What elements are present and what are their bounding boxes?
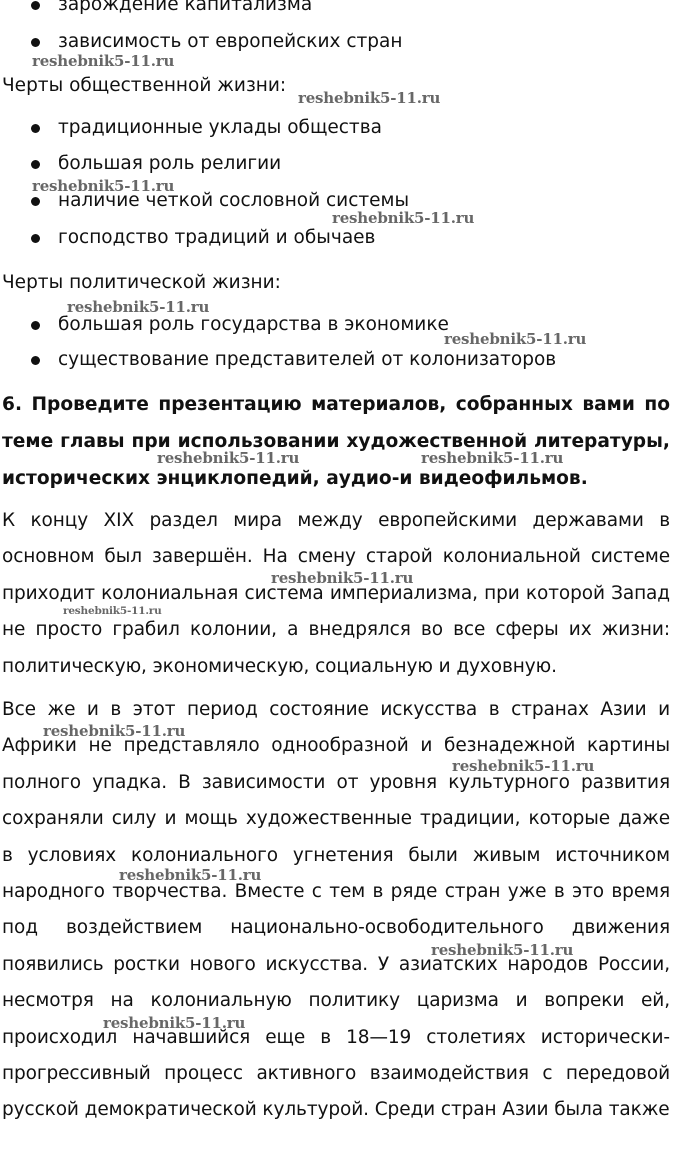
watermark: reshebnik5-11.ru	[421, 449, 564, 467]
list-item: существование представителей от колонизаторов	[0, 349, 556, 371]
watermark: reshebnik5-11.ru	[431, 941, 574, 959]
watermark: reshebnik5-11.ru	[103, 1014, 246, 1032]
political-title: Черты политической жизни:	[2, 272, 281, 293]
list-item: зависимость от европейских стран	[0, 31, 402, 53]
list-item: большая роль религии	[0, 153, 281, 175]
watermark: reshebnik5-11.ru	[32, 177, 175, 195]
watermark: reshebnik5-11.ru	[444, 330, 587, 348]
list-item: зарождение капитализма	[0, 0, 312, 16]
bullet-icon	[31, 160, 40, 169]
task-heading	[2, 386, 670, 497]
watermark: reshebnik5-11.ru	[119, 866, 262, 884]
social-list	[0, 227, 375, 249]
social-title: Черты общественной жизни:	[2, 75, 287, 96]
watermark: reshebnik5-11.ru	[271, 569, 414, 587]
watermark: reshebnik5-11.ru	[452, 757, 595, 775]
watermark: reshebnik5-11.ru	[32, 52, 175, 70]
bullet-icon	[31, 124, 40, 133]
political-list	[0, 314, 449, 336]
paragraph: Все же и в этот период состояние искусства в странах Азии и Африки не представляло однообразной и безнадежной картины полного упадка. В зависимости от уровня культурного развития сохраняли силу и мощь художественные традиции, которые даже в условиях колониального угнетения были живым источником народного творчества. Вместе с тем в ряде стран уже в это время под воздействием национально-освободительного движения появились ростки нового искусства. У азиатских народов России, несмотря на колониальную политику царизма и вопреки ей, происходил начавшийся еще в 18—19 столетиях исторически-прогрессивный процесс активного взаимодействия с передовой русской демократической культурой. Среди стран Азии была также	[2, 699, 670, 1121]
political-list	[0, 349, 556, 371]
watermark: reshebnik5-11.ru	[67, 298, 210, 316]
bullet-icon	[31, 197, 40, 206]
social-list	[0, 153, 281, 175]
list-item: наличие четкой сословной системы	[0, 190, 409, 212]
task-heading-line: 6. Проведите презентацию материалов, собранных вами по	[2, 394, 670, 415]
list-item: большая роль государства в экономике	[0, 314, 449, 336]
bullet-icon	[31, 234, 40, 243]
watermark: reshebnik5-11.ru	[298, 89, 441, 107]
task-heading-line: теме главы при использовании художественной литературы,	[2, 431, 670, 452]
bullet-icon	[31, 356, 40, 365]
watermark: reshebnik5-11.ru	[63, 605, 162, 617]
bullet-icon	[31, 38, 40, 47]
paragraph: К концу XIX раздел мира между европейскими державами в основном был завершён. На смену старой колониальной системе приходит колониальная система империализма, при которой Запад не просто грабил колонии, а внедрялся во все сферы их жизни: политическую, экономическую, социальную и духовную.	[2, 510, 670, 677]
bullet-icon	[31, 321, 40, 330]
top-list	[0, 0, 312, 16]
list-item: традиционные уклады общества	[0, 117, 382, 139]
watermark: reshebnik5-11.ru	[332, 209, 475, 227]
social-list	[0, 117, 382, 139]
watermark: reshebnik5-11.ru	[43, 722, 186, 740]
top-list	[0, 31, 402, 53]
task-heading-line: исторических энциклопедий, аудио-и видеофильмов.	[2, 468, 588, 489]
bullet-icon	[31, 1, 40, 10]
watermark: reshebnik5-11.ru	[157, 449, 300, 467]
list-item: господство традиций и обычаев	[0, 227, 375, 249]
